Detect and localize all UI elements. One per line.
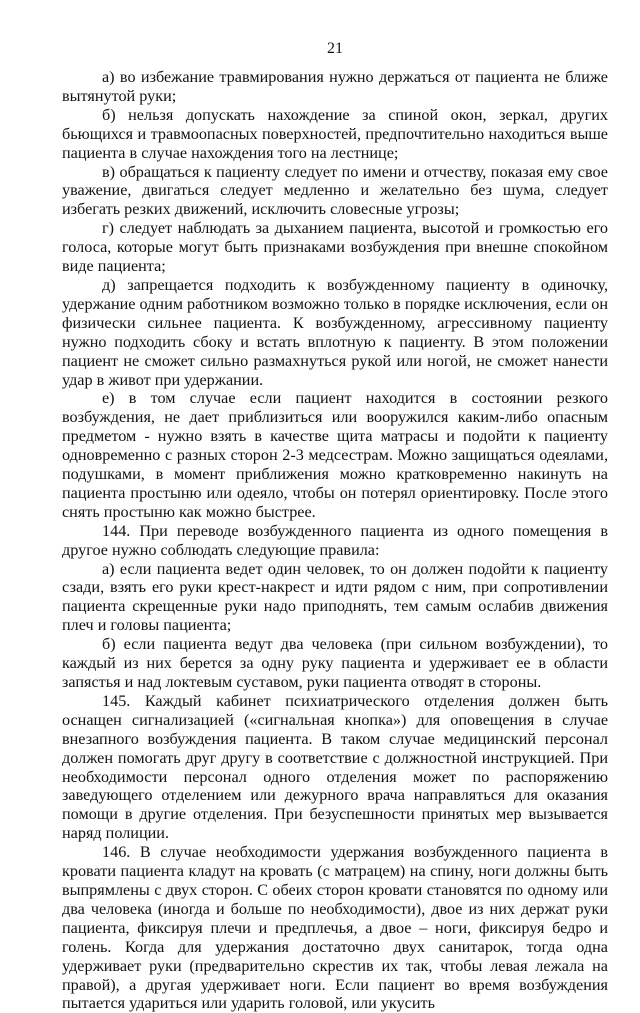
document-body: [62, 68, 608, 1013]
paragraph-d-approach: д) запрещается подходить к возбужденному пациенту в одиночку, удержание одним работником возможно только в порядке исключения, если он физически сильнее пациента. К возбужденному, агрессивному пациенту нужно подходить сбоку и встать вплотную к пациенту. В этом положении пациент не сможет сильно размахнуться рукой или ногой, не сможет нанести удар в живот при удержании.: [62, 275, 608, 389]
page-number: 21: [327, 40, 343, 57]
paragraph-a-distance: а) во избежание травмирования нужно держаться от пациента не ближе вытянутой руки;: [62, 68, 608, 105]
paragraph-144-a-one-person: а) если пациента ведет один человек, то он должен подойти к пациенту сзади, взять его руки крест-накрест и идти рядом с ним, при сопротивлении пациента скрещенные руки надо приподнять, тем самым ослабив движения плеч и головы пациента;: [62, 559, 608, 635]
paragraph-e-severe-agitation: е) в том случае если пациент находится в состоянии резкого возбуждения, не дает приблизиться или вооружился каким-либо опасным предметом - нужно взять в качестве щита матрасы и подойти к пациенту одновременно с разных сторон 2-3 медсестрам. Можно защищаться одеялами, подушками, в момент приближения можно кратковременно накинуть на пациента простыню или одеяло, чтобы он потерял ориентировку. После этого снять простыню как можно быстрее.: [62, 389, 608, 521]
paragraph-144-transfer-rules: 144. При переводе возбужденного пациента из одного помещения в другое нужно соблюдать следующие правила:: [62, 521, 608, 559]
paragraph-b-surroundings: б) нельзя допускать нахождение за спиной окон, зеркал, других бьющихся и травмоопасных поверхностей, предпочтительно находиться выше пациента в случае нахождения того на лестнице;: [62, 105, 608, 162]
paragraph-145-alarm: 145. Каждый кабинет психиатрического отделения должен быть оснащен сигнализацией («сигнальная кнопка») для оповещения в случае внезапного возбуждения пациента. В таком случае медицинский персонал должен помогать друг другу в соответствие с должностной инструкцией. При необходимости персонал одного отделения может по распоряжению заведующего отделением или дежурного врача направляться для оказания помощи в другие отделения. При безуспешности принятых мер вызывается наряд полиции.: [62, 691, 608, 843]
paragraph-v-addressing: в) обращаться к пациенту следует по имени и отчеству, показая ему свое уважение, двигаться следует медленно и желательно без шума, следует избегать резких движений, исключить словесные угрозы;: [62, 162, 608, 219]
paragraph-g-observation: г) следует наблюдать за дыханием пациента, высотой и громкостью его голоса, которые могут быть признаками возбуждения при внешне спокойном виде пациента;: [62, 219, 608, 276]
paragraph-144-b-two-people: б) если пациента ведут два человека (при сильном возбуждении), то каждый из них берется за одну руку пациента и удерживает ее в области запястья и над локтевым суставом, руки пациента отводят в стороны.: [62, 635, 608, 691]
paragraph-146-bed-restraint: 146. В случае необходимости удержания возбужденного пациента в кровати пациента кладут на кровать (с матрацем) на спину, ноги должны быть выпрямлены с двух сторон. С обеих сторон кровати становятся по одному или два человека (иногда и больше по необходимости), двое из них держат руки пациента, фиксируя плечи и предплечья, а двое – ноги, фиксируя бедро и голень. Когда для удержания достаточно двух санитарок, тогда одна удерживает руки (предварительно скрестив их так, чтобы левая лежала на правой), а другая удерживает ноги. Если пациент во время возбуждения пытается удариться или ударить головой, или укусить: [62, 843, 608, 1013]
